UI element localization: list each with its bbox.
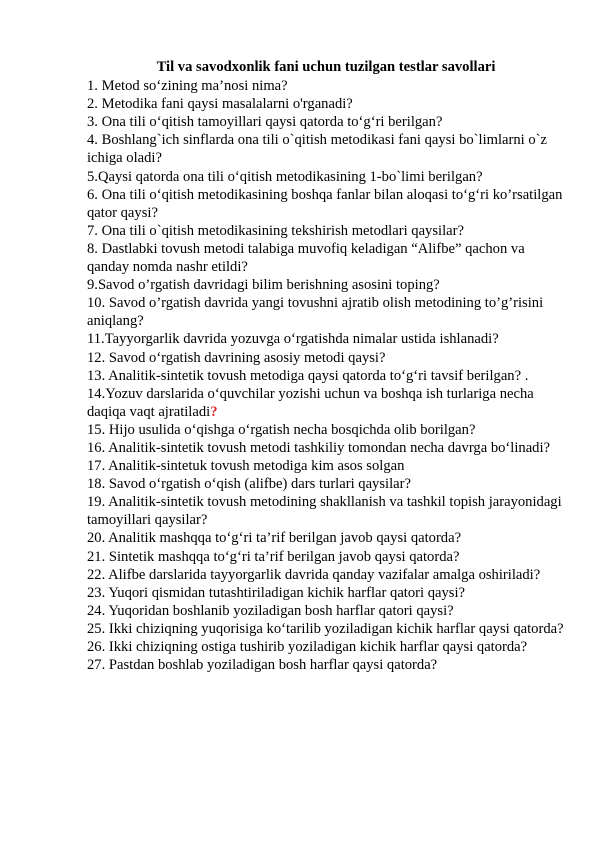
question-1: 1. Metod so‘zining ma’nosi nima? bbox=[87, 78, 288, 95]
question-14 bbox=[87, 385, 565, 421]
question-21: 21. Sintetik mashqqa to‘g‘ri ta’rif berilgan javob qaysi qatorda? bbox=[87, 548, 460, 565]
document-page bbox=[87, 58, 565, 674]
document-title: Til va savodxonlik fani uchun tuzilgan testlar savollari bbox=[156, 59, 496, 75]
question-15: 15. Hijo usulida o‘qishga o‘rgatish necha bosqichda olib borilgan? bbox=[87, 421, 476, 438]
question-4: 4. Boshlang`ich sinflarda ona tili o`qitish metodikasi fani qaysi bo`limlarni o`z ichiga oladi? bbox=[87, 132, 548, 167]
question-2: 2. Metodika fani qaysi masalalarni o'rganadi? bbox=[87, 96, 353, 113]
question-18: 18. Savod o‘rgatish o‘qish (alifbe) dars turlari qaysilar? bbox=[87, 476, 411, 493]
question-7: 7. Ona tili o`qitish metodikasining tekshirish metodlari qaysilar? bbox=[87, 222, 464, 239]
question-23: 23. Yuqori qismidan tutashtiriladigan kichik harflar qatori qaysi? bbox=[87, 584, 465, 601]
question-6: 6. Ona tili o‘qitish metodikasining boshqa fanlar bilan aloqasi to‘g‘ri ko’rsatilgan qator qaysi? bbox=[87, 186, 563, 221]
question-17: 17. Analitik-sintetuk tovush metodiga kim asos solgan bbox=[87, 458, 405, 475]
question-27: 27. Pastdan boshlab yoziladigan bosh harflar qaysi qatorda? bbox=[87, 657, 438, 674]
question-20: 20. Analitik mashqqa to‘g‘ri ta’rif berilgan javob qaysi qatorda? bbox=[87, 530, 462, 547]
question-14-text: 14.Yozuv darslarida o‘quvchilar yozishi uchun va boshqa ish turlariga necha daqiqa vaqt ajratiladi bbox=[87, 385, 534, 420]
question-9: 9.Savod o’rgatish davridagi bilim berishning asosini toping? bbox=[87, 277, 440, 294]
question-11: 11.Tayyorgarlik davrida yozuvga o‘rgatishda nimalar ustida ishlanadi? bbox=[87, 331, 499, 348]
question-5: 5.Qaysi qatorda ona tili o‘qitish metodikasining 1-bo`limi berilgan? bbox=[87, 168, 483, 185]
question-3: 3. Ona tili o‘qitish tamoyillari qaysi qatorda to‘g‘ri berilgan? bbox=[87, 114, 443, 131]
question-8: 8. Dastlabki tovush metodi talabiga muvofiq keladigan “Alifbe” qachon va qanday nomda nashr etildi? bbox=[87, 240, 525, 276]
question-16: 16. Analitik-sintetik tovush metodi tashkiliy tomondan necha davrga bo‘linadi? bbox=[87, 439, 551, 456]
question-25: 25. Ikki chiziqning yuqorisiga ko‘tarilib yoziladigan kichik harflar qaysi qatorda? bbox=[87, 620, 564, 637]
question-22: 22. Alifbe darslarida tayyorgarlik davrida qanday vazifalar amalga oshiriladi? bbox=[87, 566, 541, 583]
question-24: 24. Yuqoridan boshlanib yoziladigan bosh harflar qatori qaysi? bbox=[87, 602, 454, 619]
question-13: 13. Analitik-sintetik tovush metodiga qaysi qatorda to‘g‘ri tavsif berilgan? . bbox=[87, 367, 529, 384]
question-26: 26. Ikki chiziqning ostiga tushirib yoziladigan kichik harflar qaysi qatorda? bbox=[87, 639, 528, 655]
question-14-mark: ? bbox=[210, 403, 218, 420]
question-12: 12. Savod o‘rgatish davrining asosiy metodi qaysi? bbox=[87, 349, 386, 366]
question-10: 10. Savod o’rgatish davrida yangi tovushni ajratib olish metodining to’g’risini aniqlang? bbox=[87, 295, 544, 330]
question-19: 19. Analitik-sintetik tovush metodining shakllanish va tashkil topish jarayonidagi tamoyillari qaysilar? bbox=[87, 494, 562, 529]
